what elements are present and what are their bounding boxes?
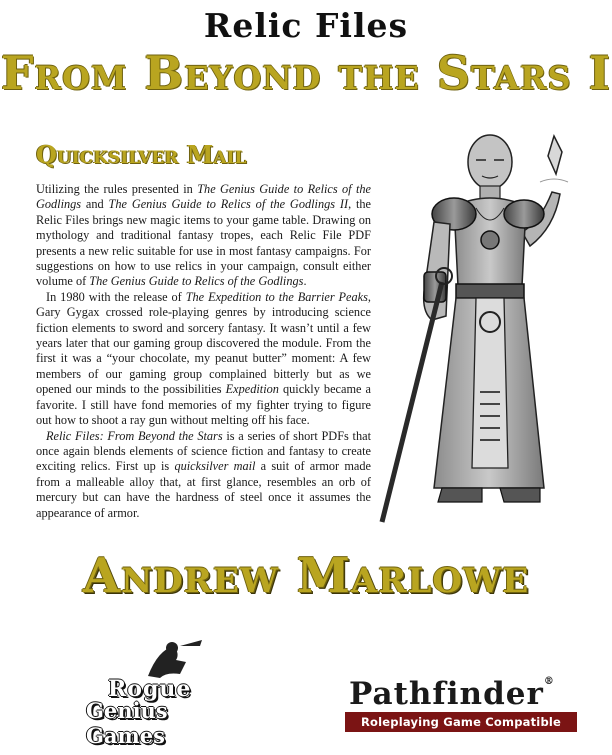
pathfinder-compatible-logo: [345, 676, 577, 736]
paragraph-3: [36, 429, 371, 521]
text-run: .: [303, 274, 307, 289]
text-run: , Gary Gygax crossed role-playing genres by introducing science fiction elements to sword and sorcery fantasy. It wasn’t until a few years later that our gaming group discovered the module. From the first it was a “your chocolate, my peanut butter” moment: A few members of our gaming group complained bitterly but as we opened our minds to the possibilities: [36, 289, 371, 397]
staff-icon: [382, 282, 442, 522]
rogue-logo-line-1: Rogue: [108, 676, 192, 702]
registered-mark: ®: [543, 676, 555, 687]
text-run: quickly became a favorite. I still have fond memories of my fighter trying to figure out how to shoot a ray gun without melting off his face.: [36, 382, 371, 428]
paragraph-1: [36, 182, 371, 290]
italic-text-run: The Expedition to the Barrier Peaks: [185, 289, 368, 304]
italic-text-run: Relic Files: From Beyond the Stars: [46, 428, 223, 443]
crystal-icon: [540, 136, 568, 182]
body-text: [36, 182, 371, 521]
main-title: From Beyond the Stars I: [0, 46, 612, 100]
pathfinder-subtitle: Roleplaying Game Compatible: [360, 715, 562, 729]
rogue-genius-games-logo: [86, 640, 236, 748]
text-run: and: [81, 197, 109, 212]
pathfinder-word: Pathfinder: [349, 676, 544, 712]
series-title: Relic Files: [203, 6, 409, 45]
text-run: In 1980 with the release of: [46, 289, 186, 304]
rogue-logo-line-2: Genius Games: [86, 698, 168, 748]
italic-text-run: Expedition: [225, 382, 279, 397]
section-heading: Quicksilver Mail: [36, 140, 247, 169]
italic-text-run: quicksilver mail: [174, 459, 256, 474]
rogue-figure-icon: [86, 640, 236, 680]
italic-text-run: The Genius Guide to Relics of the Godlings: [36, 182, 371, 212]
armored-monk-illustration: [372, 122, 597, 527]
italic-text-run: The Genius Guide to Relics of the Godlings: [89, 274, 304, 289]
pathfinder-wordmark: [349, 676, 555, 712]
text-run: a suit of armor made from a malleable alloy that, at first glance, resembles an orb of mercury but can have the hardness of steel once it assumes the appearance of armor.: [36, 459, 371, 520]
text-run: Utilizing the rules presented in: [36, 182, 198, 196]
text-run: , the Relic Files brings new magic items to your game table. Drawing on mythology and traditional fantasy tropes, each Relic File PDF presents a new relic suitable for use in most fantasy campaigns. For suggestions on how to use relics in your campaign, consult either volume of: [36, 197, 371, 289]
text-run: is a series of short PDFs that once again blends elements of science fiction and fantasy to create exciting relics. First up is: [36, 428, 371, 474]
author-name: Andrew Marlowe: [82, 548, 530, 604]
italic-text-run: The Genius Guide to Relics of the Godlings II: [108, 197, 349, 212]
paragraph-2: [36, 290, 371, 429]
